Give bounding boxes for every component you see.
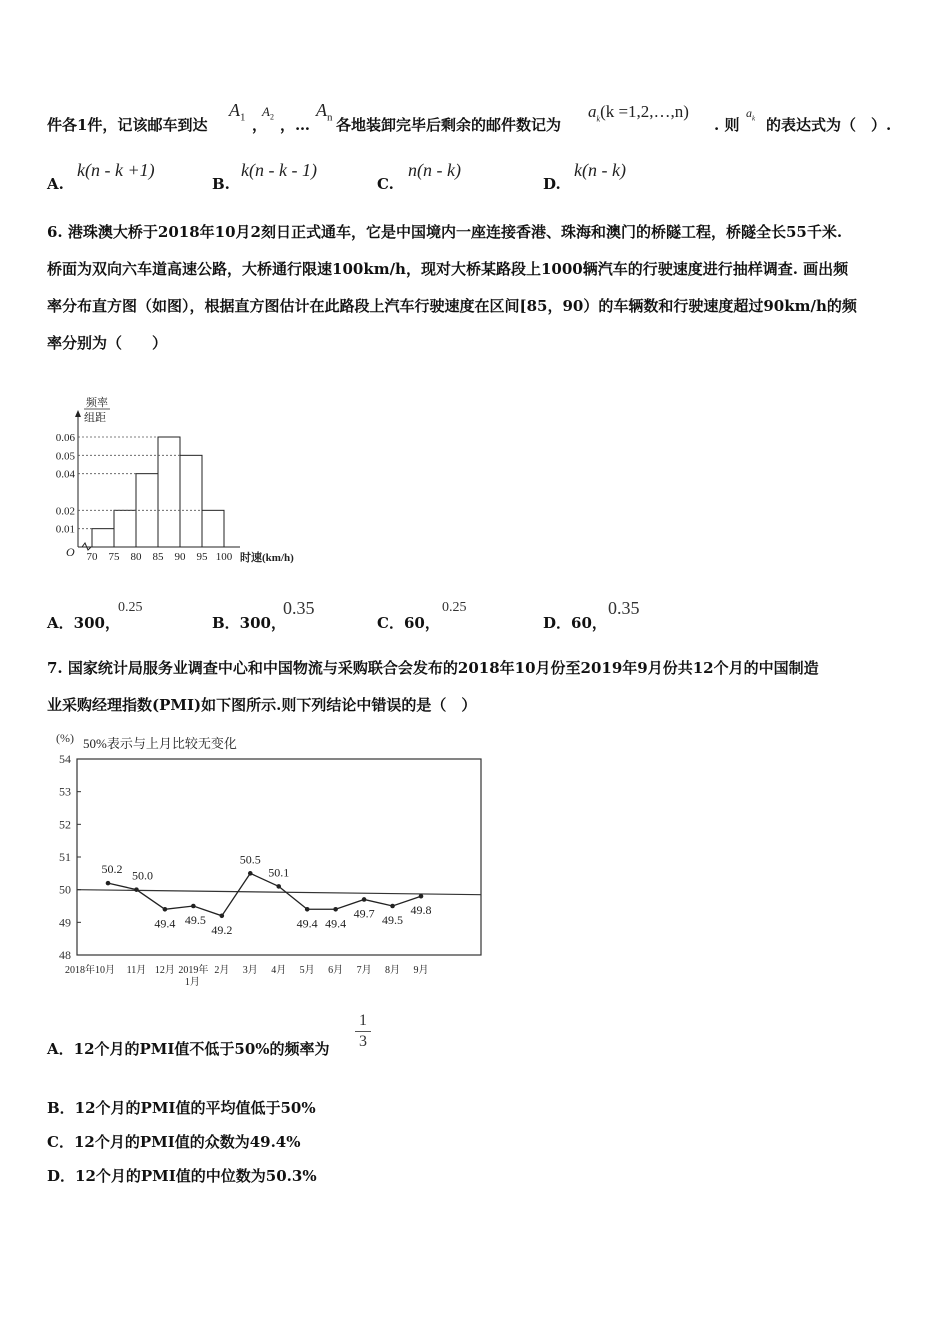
pmi-point	[276, 884, 281, 889]
x-tick-label: 4月	[271, 965, 287, 976]
pmi-point	[390, 904, 395, 909]
histogram-bar	[202, 510, 224, 547]
q5-A1: $A_1$	[229, 100, 246, 124]
x-tick-label: 85	[152, 551, 164, 563]
x-tick-label: 7月	[356, 965, 372, 976]
x-tick-label: 2月	[214, 965, 230, 976]
pmi-point-label: 50.5	[239, 852, 261, 867]
histogram-bar	[114, 510, 136, 547]
q6-option-b[interactable]: B．300，	[212, 614, 286, 632]
pmi-point	[419, 894, 424, 899]
x-tick-label: 11月	[126, 965, 147, 976]
y-tick-label: 0.06	[55, 432, 75, 444]
q5-text-d: 的表达式为（ ）.	[766, 116, 892, 134]
y-tick-label: 49	[59, 915, 71, 930]
pmi-point-label: 50.0	[131, 868, 153, 883]
y-label-bottom: 组距	[84, 412, 106, 424]
q5-option-a-label[interactable]: A.	[47, 175, 64, 193]
q7-option-c[interactable]: C．12个月的PMI值的众数为49.4%	[47, 1133, 301, 1151]
y-tick-label: 50	[59, 882, 71, 897]
x-tick-label: 2019年	[178, 965, 209, 976]
pmi-point-label: 49.4	[296, 916, 318, 931]
q6-option-d-value: 0.35	[608, 598, 640, 618]
q7-line-2: 业采购经理指数(PMI)如下图所示.则下列结论中错误的是（ ）	[47, 696, 477, 714]
q5-A2: $A_2$	[262, 104, 274, 122]
y-tick-label: 0.01	[55, 523, 75, 536]
y-tick-label: 0.04	[55, 468, 75, 481]
plot-frame	[77, 759, 481, 955]
y-tick-label: 48	[59, 948, 71, 962]
q5-option-a-expr: k(n - k +1)	[77, 160, 155, 180]
q6-option-c-value: 0.25	[442, 600, 467, 615]
q5-An: $A_n$	[316, 100, 333, 124]
q6-option-d[interactable]: D．60，	[543, 614, 607, 632]
histogram-bar	[180, 455, 202, 547]
q7-option-d[interactable]: D．12个月的PMI值的中位数为50.3%	[47, 1167, 317, 1185]
x-tick-label: 12月	[154, 965, 175, 976]
pmi-point-label: 49.4	[154, 916, 176, 931]
fraction-bar	[355, 1031, 371, 1032]
y-label-top: 频率	[86, 397, 108, 409]
q5-option-b-label[interactable]: B.	[212, 175, 230, 193]
y-tick-label: 53	[59, 784, 71, 799]
fraction-numerator: 1	[359, 1012, 367, 1029]
pmi-point-label: 49.4	[325, 916, 347, 931]
pmi-point	[191, 904, 196, 909]
q5-dots: ，…	[280, 116, 311, 134]
pmi-point	[333, 907, 338, 912]
x-tick-label: 70	[86, 551, 98, 563]
q5-option-d-expr: k(n - k)	[574, 160, 626, 180]
q5-option-c-label[interactable]: C.	[377, 175, 394, 193]
pmi-point-label: 49.7	[353, 906, 375, 921]
x-tick-label: 3月	[242, 965, 258, 976]
pmi-point-label: 50.2	[101, 862, 123, 877]
chart-title: 50%表示与上月比较无变化	[83, 736, 237, 751]
q7-line-1: 7. 国家统计局服务业调查中心和中国物流与采购联合会发布的2018年10月份至2019年9月份共12个月的中国制造	[47, 659, 819, 677]
q7-option-b[interactable]: B．12个月的PMI值的平均值低于50%	[47, 1099, 316, 1117]
q6-line-4: 率分别为（ ）	[47, 334, 168, 352]
y-tick-label: 0.02	[55, 505, 75, 518]
x-tick-label: 95	[196, 551, 208, 563]
x-tick-label: 2018年10月	[65, 965, 115, 976]
histogram-bar	[92, 529, 114, 547]
q6-option-b-value: 0.35	[283, 598, 315, 618]
pmi-point	[362, 897, 367, 902]
x-tick-label: 90	[174, 551, 186, 563]
q5-text-a: 件各1件，记该邮车到达	[47, 116, 208, 134]
pmi-point	[163, 907, 168, 912]
pmi-point-label: 49.8	[410, 903, 432, 918]
q5-option-c-expr: n(n - k)	[408, 160, 461, 180]
q6-line-3: 率分布直方图（如图），根据直方图估计在此路段上汽车行驶速度在区间[85，90）的车辆数和行驶速度超过90km/h的频	[47, 297, 857, 315]
unit-label: (%)	[56, 731, 74, 745]
y-tick-label: 51	[59, 850, 71, 864]
y-tick-label: 0.05	[55, 450, 75, 463]
q7-fraction	[355, 1012, 371, 1051]
q6-line-2: 桥面为双向六车道高速公路，大桥通行限速100km/h，现对大桥某路段上1000辆汽车的行驶速度进行抽样调查. 画出频	[47, 260, 849, 278]
speed-histogram	[40, 390, 340, 580]
x-tick-label: 100	[215, 551, 233, 563]
pmi-point-label: 49.5	[382, 913, 404, 927]
pmi-point	[106, 881, 111, 886]
pmi-point	[134, 887, 139, 892]
pmi-point	[248, 871, 253, 876]
y-tick-label: 54	[59, 752, 71, 766]
x-tick-sublabel: 1月	[184, 977, 200, 988]
fraction-denominator: 3	[359, 1033, 367, 1050]
pmi-point-label: 49.2	[211, 922, 233, 937]
q6-option-c[interactable]: C．60，	[377, 614, 440, 632]
pmi-point	[305, 907, 310, 912]
q5-ak-expr: $a_k(k$ =1,2,…,n)	[588, 102, 689, 124]
x-axis-label: 时速(km/h)	[240, 552, 294, 564]
q6-option-a[interactable]: A．300，	[47, 614, 120, 632]
x-tick-label: 80	[130, 551, 142, 563]
pmi-point	[220, 914, 225, 919]
pmi-line-chart	[50, 725, 500, 995]
q5-ak: $a_k$	[746, 106, 756, 123]
origin-label: O	[66, 545, 75, 559]
q5-sep: ，	[252, 116, 268, 134]
q5-text-b: 各地装卸完毕后剩余的邮件数记为	[336, 116, 562, 134]
q5-option-d-label[interactable]: D.	[543, 175, 561, 193]
histogram-bar	[158, 437, 180, 547]
y-tick-label: 52	[59, 817, 71, 832]
x-tick-label: 5月	[299, 965, 315, 976]
pmi-point-label: 49.5	[184, 913, 206, 927]
q5-option-b-expr: k(n - k - 1)	[241, 160, 317, 180]
x-tick-label: 6月	[328, 965, 344, 976]
x-tick-label: 8月	[385, 965, 401, 976]
y-axis-arrow	[75, 410, 81, 417]
q7-option-a[interactable]: A．12个月的PMI值不低于50%的频率为	[47, 1040, 330, 1058]
x-tick-label: 9月	[413, 965, 429, 976]
q5-text-c: . 则	[714, 116, 740, 134]
q6-line-1: 6. 港珠澳大桥于2018年10月2刻日正式通车，它是中国境内一座连接香港、珠海和澳门的桥隧工程，桥隧全长55千米.	[47, 223, 843, 241]
q6-option-a-value: 0.25	[118, 600, 143, 615]
pmi-point-label: 50.1	[268, 865, 290, 880]
x-tick-label: 75	[108, 551, 120, 563]
